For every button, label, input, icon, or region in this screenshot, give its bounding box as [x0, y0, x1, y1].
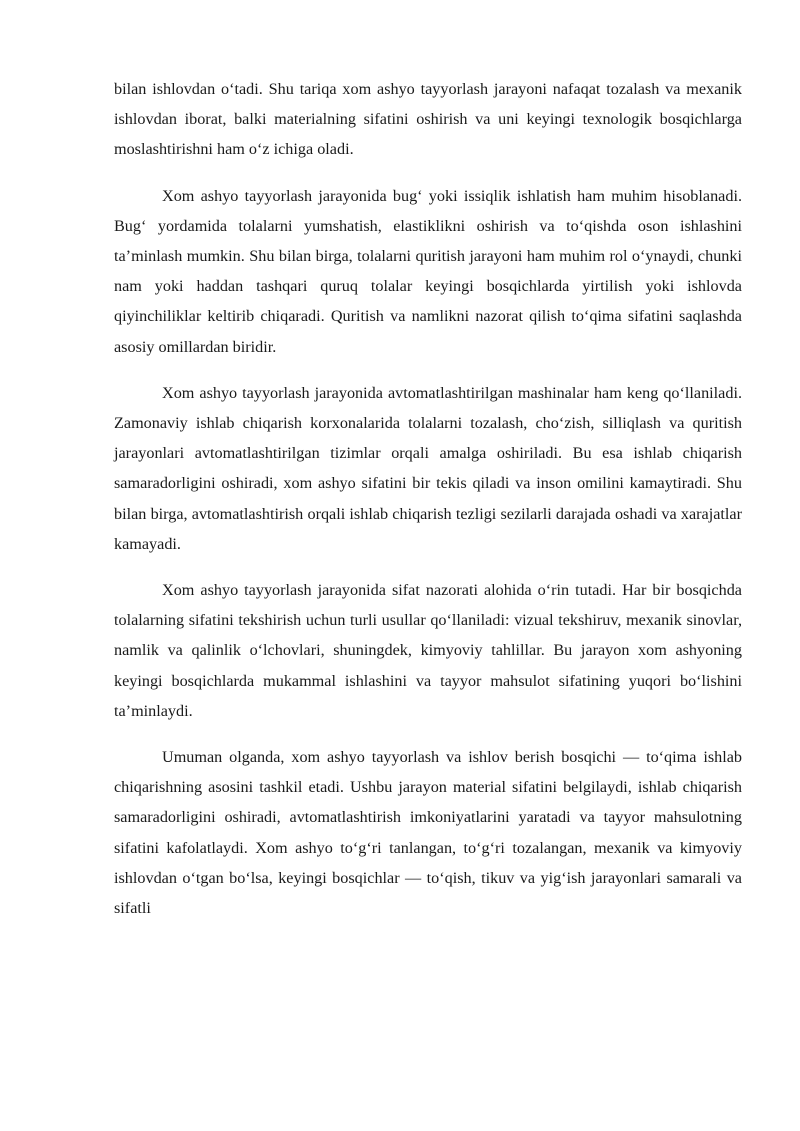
paragraph-summary: Umuman olganda, xom ashyo tayyorlash va ishlov berish bosqichi — to‘qima ishlab chiqarishning asosini tashkil etadi. Ushbu jarayon material sifatini belgilaydi, ishlab chiqarish samaradorligini oshiradi, avtomatlashtirish imkoniyatlarini yaratadi va tayyor mahsulotning sifatini kafolatlaydi. Xom ashyo to‘g‘ri tanlangan, to‘g‘ri tozalangan, mexanik va kimyoviy ishlovdan o‘tgan bo‘lsa, keyingi bosqichlar — to‘qish, tikuv va yig‘ish jarayonlari samarali va sifatli	[114, 748, 742, 918]
paragraph-automation: Xom ashyo tayyorlash jarayonida avtomatlashtirilgan mashinalar ham keng qo‘llaniladi. Zamonaviy ishlab chiqarish korxonalarida tolalarni tozalash, cho‘zish, silliqlash va quritish jarayonlari avtomatlashtirilgan tizimlar orqali amalga oshiriladi. Bu esa ishlab chiqarish samaradorligini oshiradi, xom ashyo sifatini bir tekis qiladi va inson omilini kamaytiradi. Shu bilan birga, avtomatlashtirish orqali ishlab chiqarish tezligi sezilarli darajada oshadi va xarajatlar kamayadi.	[114, 383, 742, 553]
paragraph-quality-control: Xom ashyo tayyorlash jarayonida sifat nazorati alohida o‘rin tutadi. Har bir bosqichda tolalarning sifatini tekshirish uchun turli usullar qo‘llaniladi: vizual tekshiruv, mexanik sinovlar, namlik va qalinlik o‘lchovlari, shuningdek, kimyoviy tahlillar. Bu jarayon xom ashyoning keyingi bosqichlarda mukammal ishlashini va tayyor mahsulot sifatining yuqori bo‘lishini ta’minlaydi.	[114, 581, 742, 720]
paragraph-steam-heat: Xom ashyo tayyorlash jarayonida bug‘ yoki issiqlik ishlatish ham muhim hisoblanadi. Bug‘ yordamida tolalarni yumshatish, elastiklikni oshirish va to‘qishda oson ishlashini ta’minlash mumkin. Shu bilan birga, tolalarni quritish jarayoni ham muhim rol o‘ynaydi, chunki nam yoki haddan tashqari quruq tolalar keyingi bosqichlarda yirtilish yoki ishlovda qiyinchiliklar keltirib chiqaradi. Quritish va namlikni nazorat qilish to‘qima sifatini saqlashda asosiy omillardan biridir.	[114, 186, 742, 356]
document-body	[114, 74, 742, 939]
paragraph-continuation: bilan ishlovdan o‘tadi. Shu tariqa xom ashyo tayyorlash jarayoni nafaqat tozalash va mexanik ishlovdan iborat, balki materialning sifatini oshirish va uni keyingi texnologik bosqichlarga moslashtirishni ham o‘z ichiga oladi.	[114, 80, 742, 159]
